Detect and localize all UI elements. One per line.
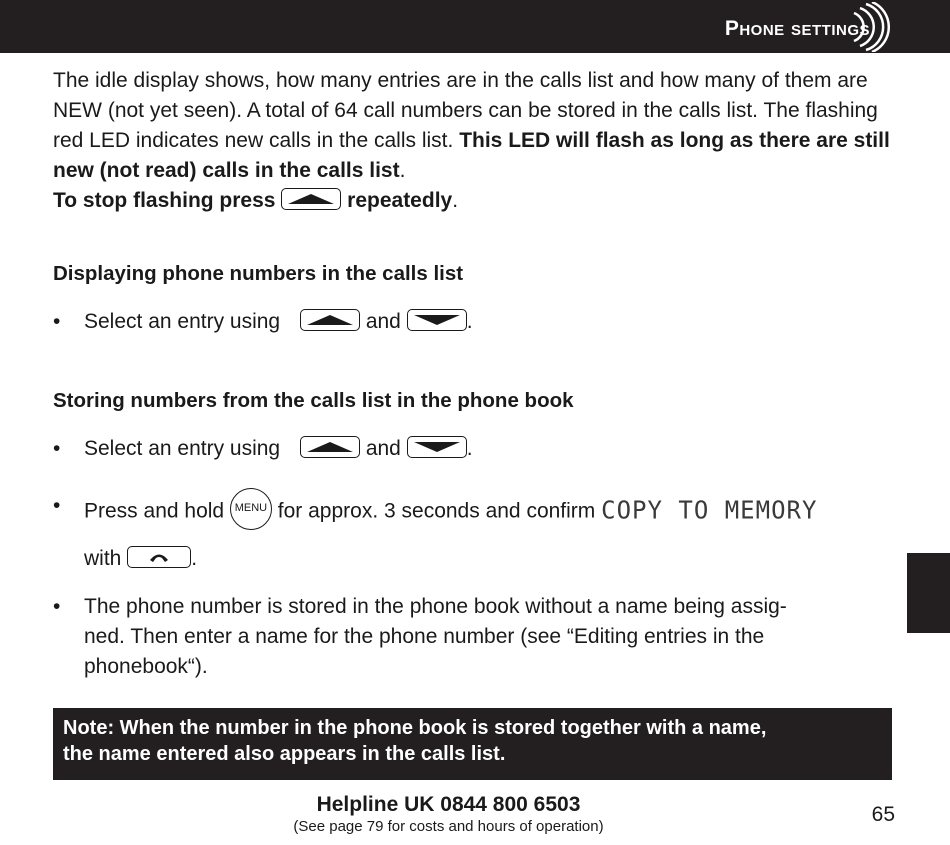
up-arrow-key-icon [300,436,360,458]
costs-note: (See page 79 for costs and hours of operation) [293,818,604,835]
note-line2: the name entered also appears in the calls list [63,743,500,765]
note-box [53,708,892,780]
bullet-text-line1: The phone number is stored in the phone book without a name being assig- [84,595,787,618]
bullet-text-line2: ned. Then enter a name for the phone number (see “Editing entries in the [84,625,765,648]
bullet-text: Select an entry using [84,437,281,460]
bullet-end: . [191,547,198,570]
and-text: and [365,310,401,333]
menu-key-icon: MENU [230,488,272,530]
page-number: 65 [871,803,895,826]
bullet-text: Select an entry using [84,310,281,333]
note-end: . [499,743,506,765]
intro-text: The idle display shows, how many entries are in the calls list and how many of them are NEW (not yet seen). A total of 64 call numbers can be stored in the calls list. The flashing red LED indicates new calls in the calls list. [53,69,878,152]
intro-period: . [399,159,406,182]
up-arrow-key-icon [281,188,341,210]
down-arrow-key-icon [407,436,467,458]
bullet-text-line3: phonebook“). [84,655,208,678]
bullet-text: Press and hold [84,499,225,523]
helpline: Helpline UK 0844 800 6503 [316,793,581,816]
section-heading-storing: Storing numbers from the calls list in the phone book [53,389,574,412]
bullet-icon: • [53,310,61,333]
handset-key-icon [127,546,191,568]
stop-flashing-prefix: To stop flashing press [53,189,282,212]
bullet-icon: • [53,595,61,618]
up-arrow-key-icon [300,309,360,331]
bullet-icon: • [53,494,61,517]
lcd-copy-to-memory: COPY TO MEMORY [601,494,818,525]
sound-waves-icon [850,2,900,52]
stop-period: . [452,189,459,212]
stop-flashing-suffix: repeatedly [347,189,453,212]
section-heading-displaying: Displaying phone numbers in the calls list [53,262,464,285]
and-text: and [365,437,401,460]
bullet-end: . [466,437,473,460]
bullet-text-middle: for approx. 3 seconds and confirm [277,499,596,523]
intro-led-note: This LED will flash as long as there are still new (not read) calls in the calls list [53,129,890,182]
intro-paragraph [53,66,898,216]
bullet-end: . [466,310,473,333]
down-arrow-key-icon [407,309,467,331]
with-text: with [84,547,122,570]
bullet-icon: • [53,437,61,460]
note-line1: Note: When the number in the phone book is stored together with a name, [63,717,767,739]
page-title: Phone settings [724,17,870,40]
side-tab [907,553,950,633]
header-bar [0,0,950,53]
